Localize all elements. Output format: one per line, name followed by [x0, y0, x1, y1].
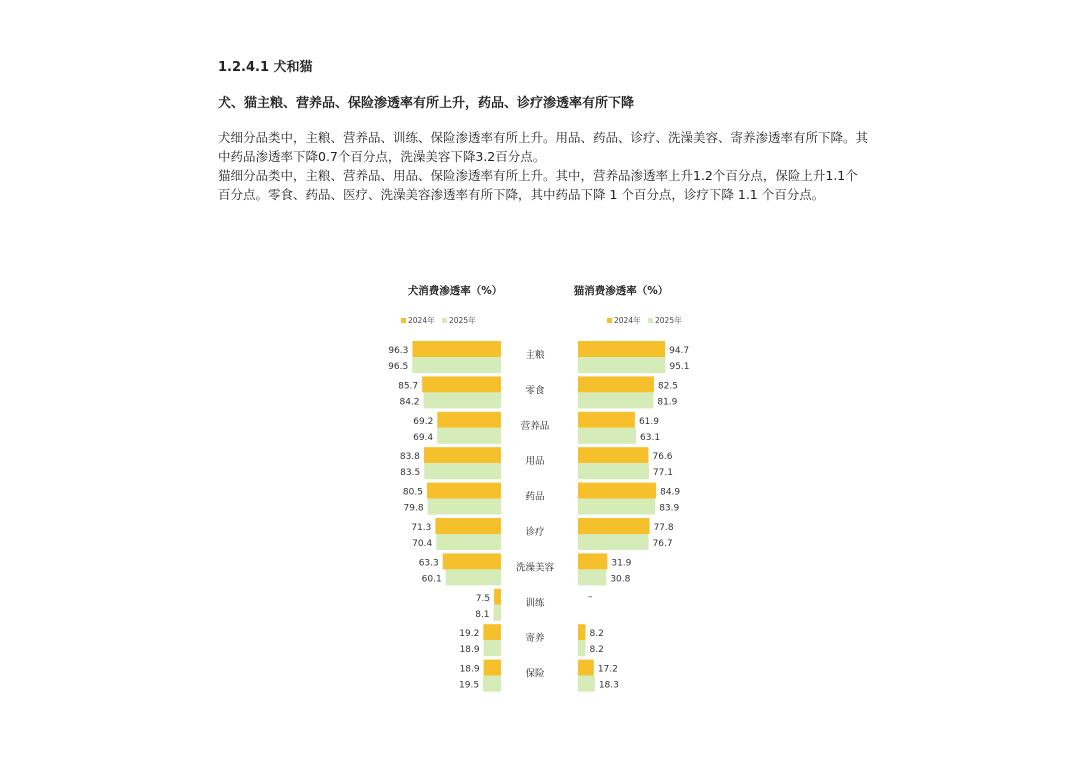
cat-bar-2024年	[578, 660, 594, 676]
dog-bar-2024年	[435, 518, 501, 534]
dog-data-label: 18.9	[459, 645, 480, 656]
chart-title-dog: 犬消费渗透率（%）	[407, 285, 503, 297]
dog-data-label: 7.5	[475, 593, 491, 604]
cat-data-label: 77.8	[653, 523, 674, 533]
dog-data-label: 83.8	[399, 452, 420, 463]
cat-data-label: 8.2	[589, 645, 604, 656]
dog-data-label: 19.2	[459, 629, 480, 640]
dog-data-label: 79.8	[403, 503, 424, 514]
legend-swatch-2025-dog	[442, 318, 447, 323]
cat-data-label: 63.1	[640, 432, 661, 443]
dog-bar-2025年	[483, 676, 501, 692]
dog-data-label: 85.7	[398, 381, 419, 392]
cat-bar-2025年	[578, 676, 595, 692]
cat-bar-2024年	[578, 553, 607, 569]
category-label: 零食	[525, 385, 545, 397]
dog-bar-2024年	[437, 412, 501, 428]
category-label: 用品	[525, 456, 545, 468]
cat-data-label: 81.9	[657, 397, 678, 408]
dog-bar-2025年	[424, 392, 501, 408]
cat-data-label: 76.7	[652, 539, 673, 549]
category-label: 训练	[525, 597, 545, 609]
dog-bar-2025年	[494, 605, 501, 621]
dog-bar-2024年	[422, 376, 501, 392]
paragraph-cat: 猫细分品类中，主粮、营养品、用品、保险渗透率有所上升。其中，营养品渗透率上升1.2个百分点，保险上升1.1个百分点。零食、药品、医疗、洗澡美容渗透率有所下降，其中药品下降 1 个百分点，诊疗下降 1.1 个百分点。	[218, 168, 858, 202]
dog-bar-2024年	[424, 447, 501, 463]
cat-data-label: 77.1	[652, 468, 673, 479]
cat-bar-2024年	[578, 341, 665, 357]
dog-bar-2025年	[437, 428, 501, 444]
dog-bar-2025年	[424, 463, 501, 479]
dog-data-label: 70.4	[412, 539, 433, 549]
legend-swatch-2025-cat	[648, 318, 653, 323]
cat-bar-2024年	[578, 376, 654, 392]
dog-data-label: 80.5	[402, 487, 423, 498]
cat-data-label: 30.8	[610, 574, 631, 585]
cat-bar-2025年	[578, 640, 586, 656]
cat-bar-2025年	[578, 569, 606, 585]
cat-data-label: –	[588, 591, 593, 602]
dog-data-label: 69.4	[413, 432, 434, 443]
dog-data-label: 19.5	[459, 680, 480, 691]
cat-data-label: 17.2	[597, 664, 618, 675]
dog-bar-2024年	[494, 589, 501, 605]
category-label: 药品	[525, 491, 545, 503]
legend-label-2025-cat: 2025年	[655, 316, 682, 325]
cat-data-label: 61.9	[638, 416, 659, 427]
cat-bar-2024年	[578, 447, 648, 463]
legend-swatch-2024-cat	[607, 318, 612, 323]
cat-data-label: 94.7	[669, 346, 690, 356]
cat-bar-2024年	[578, 412, 635, 428]
dog-bar-2025年	[412, 357, 501, 373]
dog-bar-2024年	[427, 483, 501, 499]
cat-bar-2025年	[578, 428, 636, 444]
category-label: 保险	[525, 668, 545, 680]
cat-bar-2025年	[578, 392, 653, 408]
paragraph-dog: 犬细分品类中，主粮、营养品、训练、保险渗透率有所上升。用品、药品、诊疗、洗澡美容、寄养渗透率有所下降。其中药品渗透率下降0.7个百分点，洗澡美容下降3.2百分点。	[218, 130, 869, 164]
dog-data-label: 83.5	[400, 468, 421, 479]
dog-bar-2025年	[446, 569, 501, 585]
dog-bar-2024年	[483, 624, 501, 640]
category-label: 诊疗	[525, 527, 545, 538]
category-label: 营养品	[520, 420, 550, 432]
dog-data-label: 60.1	[421, 574, 442, 585]
dog-data-label: 8.1	[475, 609, 490, 620]
dog-data-label: 96.5	[388, 362, 409, 372]
section-heading: 1.2.4.1 犬和猫	[218, 60, 313, 75]
dog-data-label: 71.3	[411, 523, 432, 533]
dog-data-label: 96.3	[388, 346, 409, 356]
subheading: 犬、猫主粮、营养品、保险渗透率有所上升，药品、诊疗渗透率有所下降	[218, 96, 635, 111]
cat-bar-2024年	[578, 624, 586, 640]
cat-bar-2024年	[578, 483, 656, 499]
category-label: 主粮	[525, 350, 545, 361]
dog-bar-2024年	[443, 553, 501, 569]
category-label: 寄养	[525, 633, 545, 645]
dog-bar-2025年	[428, 499, 501, 515]
dog-bar-2025年	[484, 640, 501, 656]
category-label: 洗澡美容	[515, 562, 555, 574]
cat-data-label: 95.1	[669, 362, 690, 372]
legend-label-2024-dog: 2024年	[408, 316, 435, 325]
cat-bar-2024年	[578, 518, 650, 534]
cat-bar-2025年	[578, 499, 655, 515]
dog-data-label: 84.2	[399, 397, 420, 408]
cat-data-label: 31.9	[611, 558, 632, 569]
chart-title-cat: 猫消费渗透率（%）	[573, 285, 669, 297]
cat-data-label: 83.9	[659, 503, 680, 514]
cat-data-label: 84.9	[660, 487, 681, 498]
cat-data-label: 82.5	[657, 381, 678, 392]
cat-data-label: 8.2	[589, 629, 604, 640]
dog-data-label: 18.9	[459, 664, 480, 675]
legend-label-2024-cat: 2024年	[614, 316, 641, 325]
legend-swatch-2024-dog	[401, 318, 406, 323]
legend-label-2025-dog: 2025年	[449, 316, 476, 325]
dog-bar-2024年	[412, 341, 501, 357]
cat-bar-2025年	[578, 357, 665, 373]
cat-data-label: 18.3	[598, 680, 619, 691]
dog-bar-2024年	[484, 660, 501, 676]
cat-bar-2025年	[578, 534, 649, 550]
dog-bar-2025年	[436, 534, 501, 550]
dog-data-label: 69.2	[413, 416, 434, 427]
cat-data-label: 76.6	[652, 452, 673, 463]
cat-bar-2025年	[578, 463, 649, 479]
dog-data-label: 63.3	[418, 558, 439, 569]
